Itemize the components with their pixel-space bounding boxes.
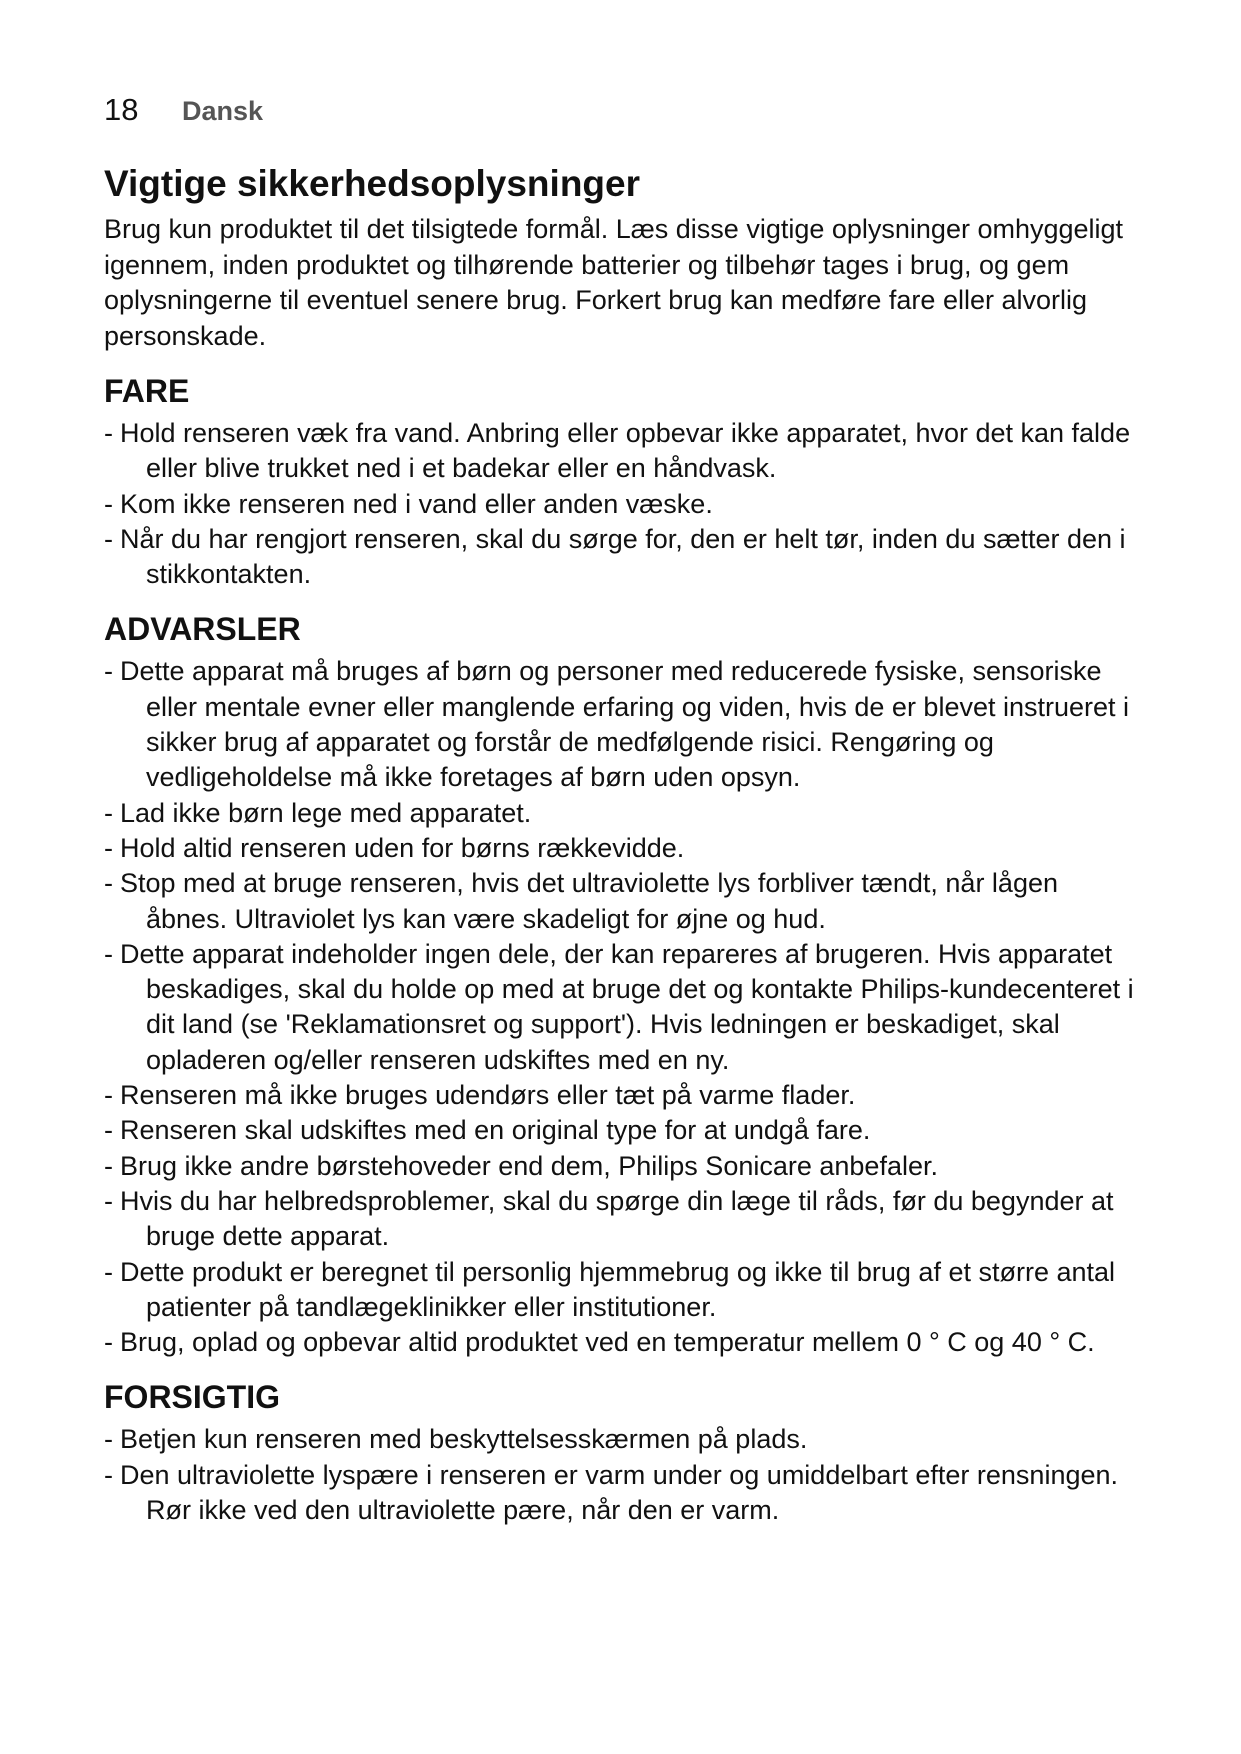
page-title: Vigtige sikkerhedsoplysninger [104, 163, 640, 204]
list-dash: - [104, 1115, 113, 1146]
manual-page [104, 92, 1144, 1528]
list-dash: - [104, 938, 113, 969]
list-dash: - [104, 832, 113, 863]
list-item-text: Dette apparat må bruges af børn og personer med reducerede fysiske, sensoriske eller mentale evner eller manglende erfaring og viden, hvis de er blevet instrueret i sikker brug af apparatet og forstår de medfølgende risici. Rengøring og vedligeholdelse må ikke foretages af børn uden opsyn. [120, 656, 1130, 793]
list-item [104, 1325, 1144, 1360]
page-number: 18 [104, 92, 139, 127]
section-heading-advarsler: ADVARSLER [104, 611, 301, 648]
list-dash: - [104, 1327, 113, 1358]
list-item-text: Stop med at bruge renseren, hvis det ultraviolette lys forbliver tændt, når lågen åbnes. Ultraviolet lys kan være skadeligt for øjne og hud. [120, 868, 1058, 934]
list-dash: - [104, 1150, 113, 1181]
list-dash: - [104, 1256, 113, 1287]
list-item-text: Betjen kun renseren med beskyttelsesskærmen på plads. [120, 1424, 808, 1455]
advarsler-list [104, 654, 1144, 1360]
page-header [104, 92, 1144, 134]
list-item-text: Renseren skal udskiftes med en original type for at undgå fare. [120, 1115, 871, 1146]
intro-paragraph: Brug kun produktet til det tilsigtede formål. Læs disse vigtige oplysninger omhyggeligt igennem, inden produktet og tilhørende batterier og tilbehør tages i brug, og gem oplysningerne til eventuel senere brug. Forkert brug kan medføre fare eller alvorlig personskade. [104, 214, 1124, 351]
list-item [104, 487, 1144, 522]
list-item-text: Den ultraviolette lyspære i renseren er varm under og umiddelbart efter rensningen. Rør ikke ved den ultraviolette pære, når den er varm. [120, 1459, 1119, 1526]
list-item [104, 522, 1144, 593]
list-dash: - [104, 797, 113, 828]
list-item [104, 654, 1144, 795]
list-item [104, 796, 1144, 831]
list-dash: - [104, 523, 113, 554]
list-item-text: Dette produkt er beregnet til personlig hjemmebrug og ikke til brug af et større antal patienter på tandlægeklinikker eller institutioner. [120, 1256, 1116, 1322]
list-item-text: Hold altid renseren uden for børns rækkevidde. [120, 832, 685, 863]
list-item-text: Hvis du har helbredsproblemer, skal du spørge din læge til råds, før du begynder at bruge dette apparat. [120, 1185, 1114, 1252]
list-item [104, 937, 1144, 1078]
list-item-text: Hold renseren væk fra vand. Anbring eller opbevar ikke apparatet, hvor det kan falde eller blive trukket ned i et badekar eller en håndvask. [120, 418, 1131, 484]
language-label: Dansk [182, 96, 264, 126]
list-dash: - [104, 1185, 113, 1216]
list-item-text: Kom ikke renseren ned i vand eller anden væske. [120, 488, 713, 519]
list-item [104, 831, 1144, 866]
list-item [104, 416, 1144, 487]
list-dash: - [104, 656, 113, 687]
list-item [104, 866, 1144, 937]
list-dash: - [104, 1080, 113, 1111]
list-item [104, 1113, 1144, 1148]
list-dash: - [104, 1459, 113, 1490]
section-heading-forsigtig: FORSIGTIG [104, 1379, 280, 1416]
list-item-text: Brug, oplad og opbevar altid produktet ved en temperatur mellem 0 ° C og 40 ° C. [120, 1327, 1095, 1358]
list-item [104, 1149, 1144, 1184]
list-item-text: Lad ikke børn lege med apparatet. [120, 797, 532, 828]
list-item [104, 1458, 1144, 1529]
list-item-text: Renseren må ikke bruges udendørs eller tæt på varme flader. [120, 1080, 856, 1111]
list-item-text: Brug ikke andre børstehoveder end dem, Philips Sonicare anbefaler. [120, 1150, 938, 1181]
list-item [104, 1078, 1144, 1113]
fare-list [104, 416, 1144, 592]
list-item-text: Dette apparat indeholder ingen dele, der kan repareres af brugeren. Hvis apparatet beskadiges, skal du holde op med at bruge det og kontakte Philips-kundecenteret i dit land (se 'Reklamationsret og support'). Hvis ledningen er beskadiget, skal opladeren og/eller renseren udskiftes med en ny. [120, 938, 1134, 1075]
list-dash: - [104, 1424, 113, 1455]
forsigtig-list [104, 1422, 1144, 1528]
list-dash: - [104, 868, 113, 899]
section-heading-fare: FARE [104, 373, 190, 409]
list-dash: - [104, 418, 113, 448]
list-item [104, 1184, 1144, 1255]
list-item-text: Når du har rengjort renseren, skal du sørge for, den er helt tør, inden du sætter den i stikkontakten. [120, 523, 1126, 590]
list-dash: - [104, 488, 113, 519]
list-item [104, 1422, 1144, 1457]
list-item [104, 1255, 1144, 1326]
